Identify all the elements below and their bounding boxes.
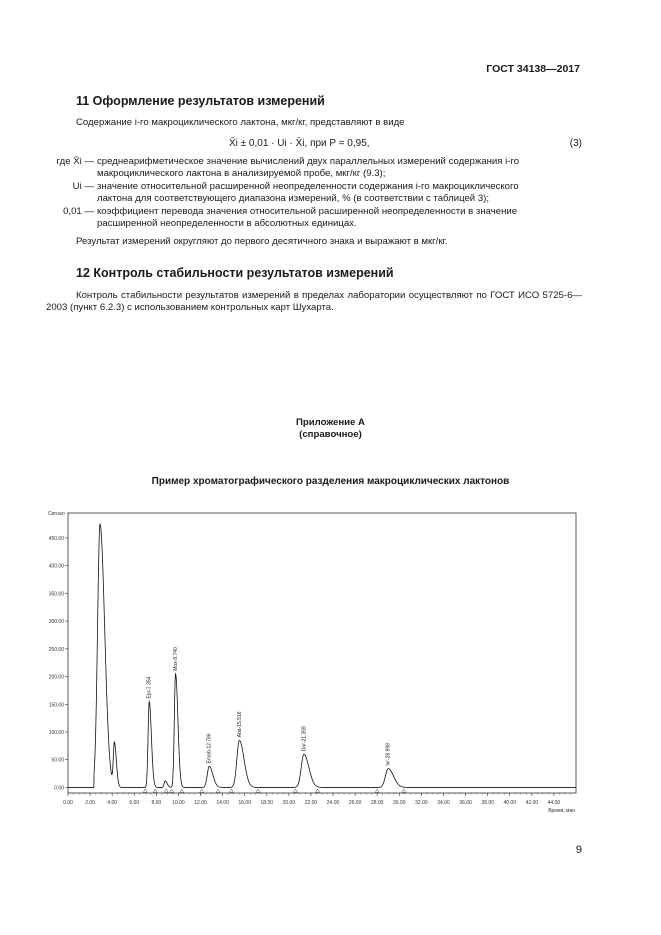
definition-item [46,206,586,231]
x-tick-label: 10.00 [172,800,185,806]
y-tick-label: 250.00 [48,646,64,653]
x-tick-label: 26.00 [348,800,362,806]
equation-number: (3) [569,138,582,149]
y-tick-label: 50.00 [51,757,64,764]
peak-label: Mox-9.740 [173,647,180,671]
signal-trace [68,524,576,787]
y-tick-label: 450.00 [48,535,64,542]
x-axis-label: Время, мин [548,808,575,814]
integration-marker [180,789,184,793]
x-tick-label: 4.00 [107,800,118,806]
y-tick-label: 300.00 [48,619,64,626]
x-tick-label: 34.00 [437,800,450,806]
x-tick-label: 38.00 [481,800,494,806]
y-tick-label: 200.00 [48,674,64,681]
x-tick-label: 0.00 [63,800,73,806]
result-rounding-text: Результат измерений округляют до первого десятичного знака и выражают в мкг/кг. [76,236,448,247]
plot-frame [68,513,576,793]
integration-marker [153,789,157,793]
peak-label: Epr-7.354 [146,676,153,699]
peak-label: Ivr-28.998 [385,743,392,766]
integration-marker [170,789,174,793]
integration-marker [164,789,168,793]
y-tick-label: 150.00 [48,702,64,709]
peak-label: Dor-21.359 [301,726,308,752]
peak-label: Emab-12.786 [206,733,213,764]
integration-marker [256,789,260,793]
y-tick-label: 0.00 [54,785,64,792]
peak-label: Aba-15.516 [236,711,243,738]
x-tick-label: 8.00 [151,800,162,806]
section-12-title: 12 Контроль стабильности результатов измерений [76,266,394,280]
x-tick-label: 24.00 [326,800,340,806]
integration-marker [200,789,204,793]
x-tick-label: 40.00 [503,800,516,806]
x-tick-label: 12.00 [194,800,207,806]
x-tick-label: 30.00 [393,800,406,806]
definition-item [46,181,586,206]
integration-marker [143,789,147,793]
x-tick-label: 32.00 [415,800,428,806]
y-tick-label: 350.00 [48,591,64,598]
section-12-text: Контроль стабильности результатов измерений в пределах лаборатории осуществляют по ГОСТ ИСО 5725-6—2003 (пункт 6.2.3) с использованием контрольных карт Шухарта. [46,290,582,314]
figure-title: Пример хроматографического разделения макроциклических лактонов [151,476,510,487]
x-tick-label: 20.00 [282,800,296,806]
integration-marker [316,789,320,793]
x-tick-label: 42.00 [525,800,539,806]
x-tick-label: 14.00 [216,800,229,806]
definition-line: расширенной неопределенности в абсолютных единицах. [97,218,357,230]
x-tick-label: 18.00 [260,800,274,806]
integration-marker [293,789,297,793]
definition-term: где X̄i — [56,156,94,167]
page-number: 9 [575,844,582,856]
x-tick-label: 2.00 [85,800,95,806]
definition-term: 0,01 — [63,205,94,217]
definition-line: значение относительной расширенной неопределенности содержания i-го макроциклического [97,180,519,192]
definition-line: лактона для соответствующего диапазона измерений, % (в соответствии с таблицей 3); [97,193,490,205]
y-tick-label: 400.00 [48,563,64,570]
appendix-subtitle: (справочное) [299,429,362,440]
integration-marker [402,789,406,793]
definition-line: коэффициент перевода значения относительной расширенной неопределенности в значение [97,205,518,217]
x-tick-label: 36.00 [459,800,472,806]
integration-marker [216,789,220,793]
definition-line: среднеарифметическое значение вычислений двух параллельных измерений содержания i-го [97,156,520,167]
x-tick-label: 6.00 [129,800,140,806]
integration-marker [229,789,233,793]
x-tick-label: 44.00 [547,800,561,806]
x-tick-label: 16.00 [238,800,251,806]
y-tick-label: 100.00 [48,730,64,737]
standard-code: ГОСТ 34138—2017 [486,63,580,75]
x-tick-label: 28.00 [370,800,384,806]
chromatogram-chart [46,505,586,823]
integration-marker [375,789,379,793]
formula: X̄i ± 0,01 · Ui · X̄i, при P = 0,95, [229,138,370,149]
x-tick-label: 22.00 [304,800,318,806]
section-11-intro: Содержание i-го макроциклического лактона, мкг/кг, представляют в виде [76,117,405,128]
definition-term: Ui — [72,180,94,192]
section-11-title: 11 Оформление результатов измерений [76,94,325,108]
appendix-title: Приложение А [296,417,365,428]
definition-item [46,156,586,181]
definition-line: макроциклического лактона в анализируемой пробе, мкг/кг (9.3); [97,168,386,180]
definitions-list [46,156,586,230]
y-axis-label: Сигнал [48,511,65,517]
